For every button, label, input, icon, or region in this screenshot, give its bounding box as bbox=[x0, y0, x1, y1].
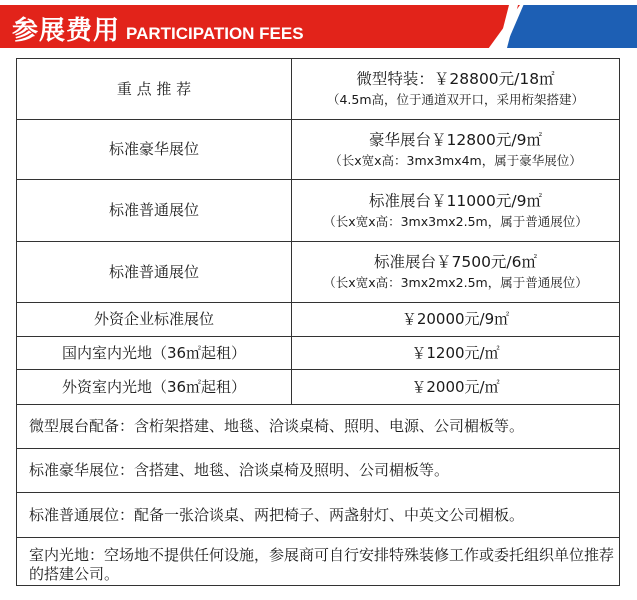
row-price-cell bbox=[292, 120, 620, 180]
row-note: （长x宽x高：3mx3mx4m，属于豪华展位） bbox=[329, 152, 582, 168]
row-price: 豪华展台￥12800元/9㎡ bbox=[369, 130, 542, 149]
row-category: 重 点 推 荐 bbox=[17, 59, 292, 120]
row-category: 标准普通展位 bbox=[17, 242, 292, 303]
table-row bbox=[17, 370, 620, 405]
row-price: 微型特装：￥28800元/18㎡ bbox=[356, 70, 555, 89]
row-category: 国内室内光地（36㎡起租） bbox=[17, 337, 292, 370]
package-row bbox=[17, 405, 620, 449]
row-price-cell bbox=[292, 180, 620, 242]
package-row bbox=[17, 493, 620, 538]
row-price: ￥1200元/㎡ bbox=[292, 337, 620, 370]
fees-table bbox=[16, 58, 620, 586]
package-text: 室内光地：空场地不提供任何设施，参展商可自行安排特殊装修工作或委托组织单位推荐的搭建公司。 bbox=[17, 538, 620, 586]
title-chinese: 参展费用 bbox=[12, 16, 121, 46]
banner-blue-stripe bbox=[505, 5, 637, 48]
row-price: 标准展台￥11000元/9㎡ bbox=[369, 191, 542, 210]
table-row bbox=[17, 120, 620, 180]
row-price: 标准展台￥7500元/6㎡ bbox=[373, 253, 538, 272]
row-category: 外资室内光地（36㎡起租） bbox=[17, 370, 292, 405]
row-note: （4.5m高，位于通道双开口，采用桁架搭建） bbox=[326, 92, 585, 108]
page-title bbox=[12, 10, 304, 44]
table-row bbox=[17, 242, 620, 303]
row-price-cell bbox=[292, 242, 620, 303]
table-row bbox=[17, 337, 620, 370]
package-row bbox=[17, 449, 620, 493]
package-text: 标准普通展位：配备一张洽谈桌、两把椅子、两盏射灯、中英文公司楣板。 bbox=[17, 493, 620, 538]
title-english: PARTICIPATION FEES bbox=[126, 24, 304, 43]
row-note: （长x宽x高：3mx2mx2.5m，属于普通展位） bbox=[323, 275, 588, 291]
row-category: 标准普通展位 bbox=[17, 180, 292, 242]
row-price-cell bbox=[292, 59, 620, 120]
table-row bbox=[17, 180, 620, 242]
row-category: 标准豪华展位 bbox=[17, 120, 292, 180]
package-row bbox=[17, 538, 620, 586]
row-price: ￥2000元/㎡ bbox=[292, 370, 620, 405]
row-note: （长x宽x高：3mx3mx2.5m，属于普通展位） bbox=[323, 213, 588, 229]
table-row bbox=[17, 59, 620, 120]
header-banner bbox=[0, 0, 637, 50]
table-row bbox=[17, 303, 620, 337]
row-price: ￥20000元/9㎡ bbox=[292, 303, 620, 337]
package-text: 标准豪华展位：含搭建、地毯、洽谈桌椅及照明、公司楣板等。 bbox=[17, 449, 620, 493]
package-text: 微型展台配备：含桁架搭建、地毯、洽谈桌椅、照明、电源、公司楣板等。 bbox=[17, 405, 620, 449]
row-category: 外资企业标准展位 bbox=[17, 303, 292, 337]
